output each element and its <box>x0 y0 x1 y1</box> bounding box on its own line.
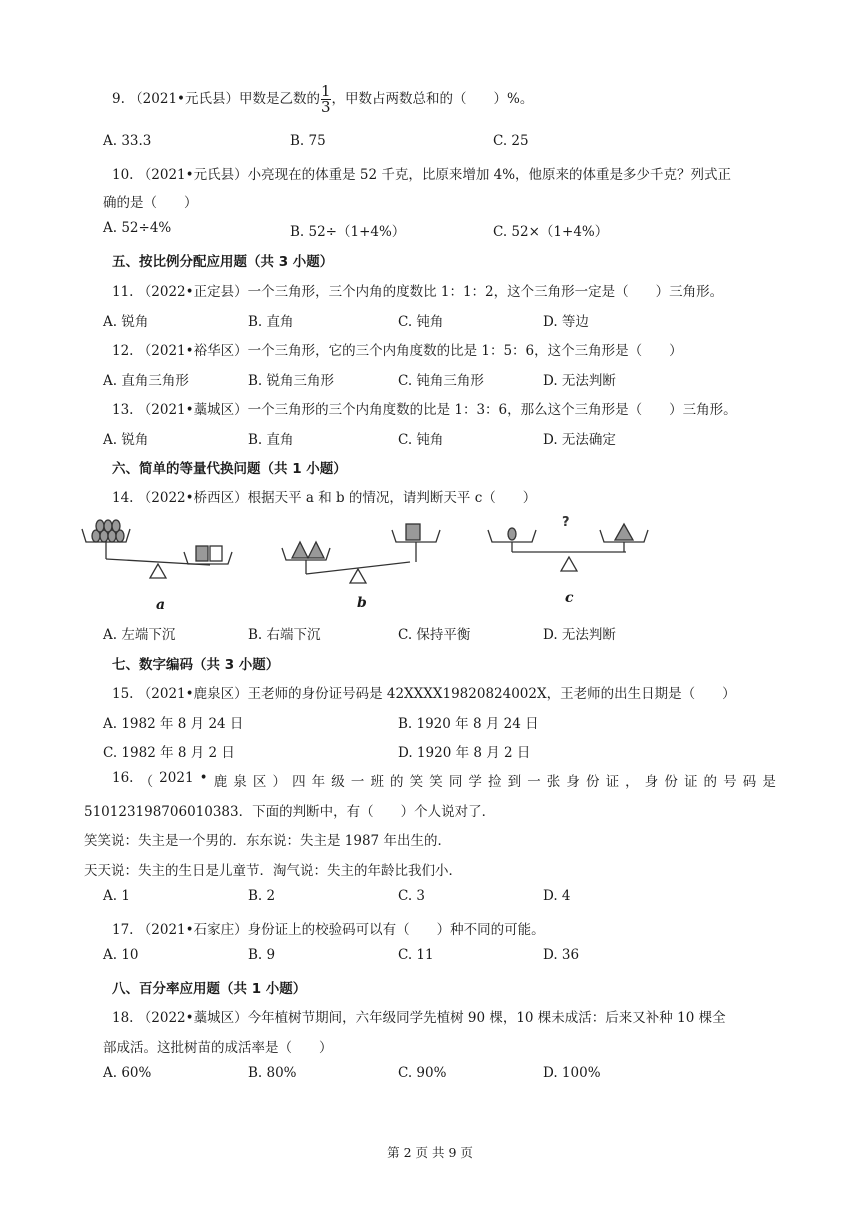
option-b: B. 9 <box>248 947 276 963</box>
option-b: B. 2 <box>248 888 276 904</box>
question-9-prefix: 9. （2021•元氏县）甲数是乙数的 <box>112 91 320 107</box>
section-6-heading: 六、简单的等量代换问题（共 1 小题） <box>112 461 347 477</box>
scale-label-b: b <box>357 595 367 611</box>
question-14: 14. （2022•桥西区）根据天平 a 和 b 的情况，请判断天平 c（ ） <box>112 490 537 506</box>
question-16-line-2: 510123198706010383．下面的判断中，有（ ）个人说对了． <box>84 804 496 820</box>
balance-scale-c <box>488 524 648 571</box>
question-16-line-1-char: 身 <box>644 774 659 790</box>
question-16-line-1-char: 证 <box>605 774 620 790</box>
option-a: A. 1 <box>103 888 130 904</box>
question-mark: ? <box>562 515 570 530</box>
question-18-line-2: 部成活。这批树苗的成活率是（ ） <box>103 1040 333 1056</box>
option-b: B. 80% <box>248 1065 297 1081</box>
fraction-one-third: $\frac{1}{3}$ <box>321 82 331 116</box>
section-5-heading: 五、按比例分配应用题（共 3 小题） <box>112 254 334 270</box>
option-a: A. 33.3 <box>103 133 152 149</box>
option-b: B. 75 <box>290 133 326 149</box>
question-17: 17. （2021•石家庄）身份证上的校验码可以有（ ）种不同的可能。 <box>112 922 545 938</box>
question-16-line-1 <box>112 770 776 790</box>
question-16-line-1-char: 学 <box>468 774 482 790</box>
option-c: C. 钝角三角形 <box>398 373 484 389</box>
question-12: 12. （2021•裕华区）一个三角形，它的三个内角度数的比是 1：5：6，这个三角形是（ ） <box>112 343 683 359</box>
option-a: A. 1982 年 8 月 24 日 <box>103 716 244 732</box>
section-7-heading: 七、数字编码（共 3 小题） <box>112 657 280 673</box>
option-c: C. 保持平衡 <box>398 627 471 643</box>
balance-scale-a <box>82 520 232 578</box>
option-d: D. 100% <box>543 1065 601 1081</box>
question-10-line-1: 10. （2021•元氏县）小亮现在的体重是 52 千克，比原来增加 4%，他原来的体重是多少千克？列式正 <box>112 167 732 183</box>
option-c: C. 52×（1+4%） <box>493 224 609 240</box>
option-c: C. 11 <box>398 947 434 963</box>
option-c: C. 1982 年 8 月 2 日 <box>103 745 235 761</box>
question-16-line-1-char: 份 <box>585 774 600 790</box>
option-c: C. 钝角 <box>398 314 444 330</box>
question-13: 13. （2021•藁城区）一个三角形的三个内角度数的比是 1：3：6，那么这个三角形是（ ）三角形。 <box>112 402 737 418</box>
option-b: B. 52÷（1+4%） <box>290 224 406 240</box>
question-16-line-1-char: 号 <box>723 774 737 790</box>
question-18-line-1: 18. （2022•藁城区）今年植树节期间，六年级同学先植树 90 棵，10 棵未成活：后来又补种 10 棵全 <box>112 1010 726 1026</box>
question-16-line-1-char: 的 <box>390 774 404 790</box>
question-16-line-1-char: 一 <box>350 774 365 790</box>
option-d: D. 36 <box>543 947 580 963</box>
option-a: A. 锐角 <box>103 314 149 330</box>
question-9-suffix: ，甲数占两数总和的（ ）%。 <box>331 91 534 107</box>
option-a: A. 10 <box>103 947 139 963</box>
question-16-line-1-char: 鹿 <box>213 774 228 790</box>
question-16-line-1-char: 的 <box>703 774 718 790</box>
balance-scale-b <box>282 524 440 583</box>
question-16-line-1-char: 身 <box>566 774 580 790</box>
question-16-line-1-char: 2021 <box>159 770 194 786</box>
question-16-line-1-char: 捡 <box>488 774 502 790</box>
question-16-line-1-char: 泉 <box>233 774 247 790</box>
question-16-line-4: 天天说：失主的生日是儿童节．淘气说：失主的年龄比我们小． <box>84 863 462 879</box>
page-footer: 第 2 页 共 9 页 <box>387 1145 473 1160</box>
option-b: B. 1920 年 8 月 24 日 <box>398 716 539 732</box>
question-16-line-3: 笑笑说：失主是一个男的．东东说：失主是 1987 年出生的． <box>84 833 451 849</box>
question-16-line-1-char: 一 <box>527 774 541 790</box>
question-16-line-1-char: 四 <box>292 774 306 790</box>
question-16-line-1-char: 16. <box>112 770 134 786</box>
option-d: D. 等边 <box>543 314 589 330</box>
option-d: D. 无法判断 <box>543 373 616 389</box>
question-16-line-1-char: （ <box>139 774 154 790</box>
option-d: D. 4 <box>543 888 571 904</box>
question-10-line-2: 确的是（ ） <box>103 195 198 211</box>
question-16-line-1-char: ， <box>625 774 639 790</box>
question-16-line-1-char: 班 <box>370 774 384 790</box>
question-16-line-1-char: 份 <box>664 774 678 790</box>
option-d: D. 1920 年 8 月 2 日 <box>398 745 531 761</box>
question-16-line-1-char: • <box>199 770 208 786</box>
option-b: B. 右端下沉 <box>248 627 321 643</box>
question-16-line-1-char: 码 <box>742 774 757 790</box>
question-16-line-1-char: 同 <box>448 774 463 790</box>
question-16-line-1-char: 是 <box>762 774 776 790</box>
question-16-line-1-char: 笑 <box>429 774 443 790</box>
question-11: 11. （2022•正定县）一个三角形，三个内角的度数比 1：1：2，这个三角形一定是（ ）三角形。 <box>112 284 724 300</box>
option-c: C. 3 <box>398 888 426 904</box>
question-9 <box>112 84 533 115</box>
question-16-line-1-char: 到 <box>507 774 522 790</box>
option-d: D. 无法确定 <box>543 432 616 448</box>
option-d: D. 无法判断 <box>543 627 616 643</box>
question-16-line-1-char: ） <box>272 774 286 790</box>
scale-label-c: c <box>565 590 574 606</box>
question-16-line-1-char: 年 <box>311 774 326 790</box>
question-16-line-1-char: 笑 <box>409 774 424 790</box>
question-15: 15. （2021•鹿泉区）王老师的身份证号码是 42XXXX19820824002X，王老师的出生日期是（ ） <box>112 686 736 702</box>
option-a: A. 52÷4% <box>103 220 172 236</box>
question-16-line-1-char: 张 <box>546 774 561 790</box>
scale-label-a: a <box>156 597 166 613</box>
option-c: C. 25 <box>493 133 529 149</box>
option-a: A. 锐角 <box>103 432 149 448</box>
question-16-line-1-char: 区 <box>252 774 267 790</box>
option-a: A. 60% <box>103 1065 152 1081</box>
option-b: B. 直角 <box>248 314 294 330</box>
option-b: B. 直角 <box>248 432 294 448</box>
section-8-heading: 八、百分率应用题（共 1 小题） <box>112 981 307 997</box>
option-c: C. 钝角 <box>398 432 444 448</box>
question-16-line-1-char: 证 <box>683 774 698 790</box>
question-16-line-1-char: 级 <box>331 774 345 790</box>
option-a: A. 左端下沉 <box>103 627 176 643</box>
option-c: C. 90% <box>398 1065 447 1081</box>
option-a: A. 直角三角形 <box>103 373 189 389</box>
option-b: B. 锐角三角形 <box>248 373 335 389</box>
